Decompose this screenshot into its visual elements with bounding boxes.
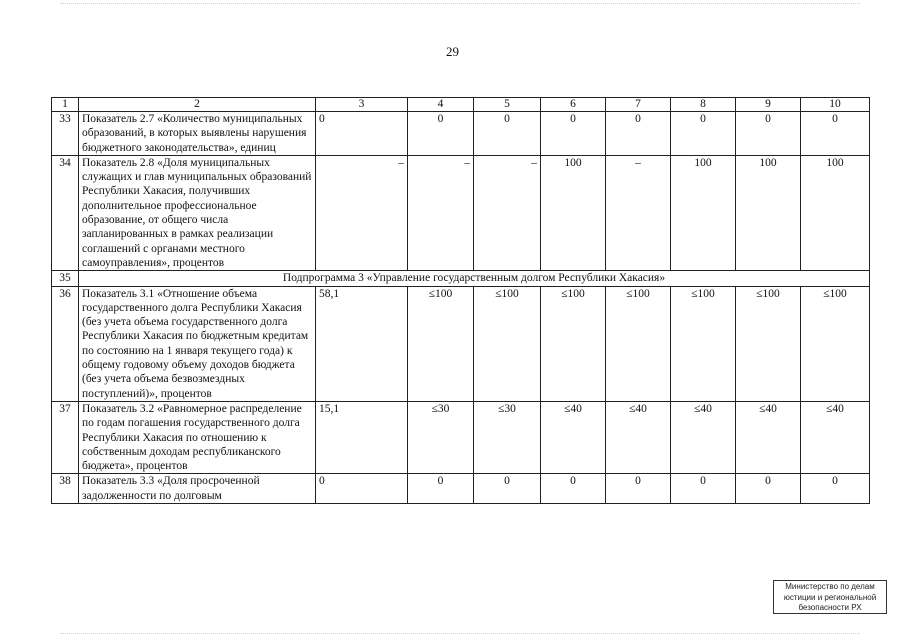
scan-artifact-top xyxy=(60,3,860,5)
indicator-text: Показатель 3.3 «Доля просроченной задолженности по долговым xyxy=(79,474,316,504)
value-cell: 0 xyxy=(801,112,870,156)
value-cell: ≤40 xyxy=(671,401,736,473)
indicator-text: Показатель 2.8 «Доля муниципальных служащих и глав муниципальных образований Республики Хакасия, получивших дополнительное профессиональное образование, от общего числа запланированных в рамках реализации соглашений с органами местного самоуправления», процентов xyxy=(79,155,316,270)
header-row xyxy=(52,98,870,112)
scan-artifact-bottom xyxy=(60,633,860,635)
column-header: 4 xyxy=(408,98,474,112)
value-cell: ≤40 xyxy=(606,401,671,473)
row-number: 36 xyxy=(52,286,79,401)
value-cell: 0 xyxy=(671,474,736,504)
value-cell: 100 xyxy=(736,155,801,270)
ministry-stamp xyxy=(773,580,887,614)
value-cell: – xyxy=(606,155,671,270)
value-cell: ≤100 xyxy=(671,286,736,401)
value-cell: 0 xyxy=(541,474,606,504)
value-cell: 0 xyxy=(671,112,736,156)
value-cell: 0 xyxy=(474,474,541,504)
value-cell: ≤100 xyxy=(801,286,870,401)
value-cell: 100 xyxy=(541,155,606,270)
value-cell: ≤100 xyxy=(736,286,801,401)
value-cell: ≤30 xyxy=(408,401,474,473)
value-cell: 100 xyxy=(801,155,870,270)
value-cell: 100 xyxy=(671,155,736,270)
stamp-line: безопасности РХ xyxy=(798,603,862,612)
table-row xyxy=(52,286,870,401)
row-number: 38 xyxy=(52,474,79,504)
value-cell: 58,1 xyxy=(316,286,408,401)
value-cell: 0 xyxy=(541,112,606,156)
value-cell: – xyxy=(316,155,408,270)
value-cell: 0 xyxy=(801,474,870,504)
value-cell: ≤100 xyxy=(606,286,671,401)
subprogram-title: Подпрограмма 3 «Управление государственным долгом Республики Хакасия» xyxy=(79,271,870,286)
column-header: 3 xyxy=(316,98,408,112)
column-header: 7 xyxy=(606,98,671,112)
value-cell: 15,1 xyxy=(316,401,408,473)
value-cell: 0 xyxy=(736,474,801,504)
column-header: 6 xyxy=(541,98,606,112)
row-number: 35 xyxy=(52,271,79,286)
value-cell: ≤40 xyxy=(736,401,801,473)
value-cell: 0 xyxy=(606,112,671,156)
table-row xyxy=(52,401,870,473)
value-cell: 0 xyxy=(736,112,801,156)
row-number: 37 xyxy=(52,401,79,473)
column-header: 8 xyxy=(671,98,736,112)
value-cell: 0 xyxy=(408,112,474,156)
indicator-text: Показатель 3.2 «Равномерное распределение по годам погашения государственного долга Республики Хакасия по отношению к собственным доходам республиканского бюджета», процентов xyxy=(79,401,316,473)
value-cell: – xyxy=(474,155,541,270)
indicators-table xyxy=(51,97,870,504)
value-cell: ≤40 xyxy=(541,401,606,473)
subprogram-row xyxy=(52,271,870,286)
table-row xyxy=(52,474,870,504)
value-cell: ≤100 xyxy=(474,286,541,401)
table-row xyxy=(52,155,870,270)
value-cell: 0 xyxy=(606,474,671,504)
value-cell: ≤100 xyxy=(408,286,474,401)
value-cell: ≤40 xyxy=(801,401,870,473)
row-number: 33 xyxy=(52,112,79,156)
value-cell: ≤30 xyxy=(474,401,541,473)
value-cell: 0 xyxy=(408,474,474,504)
column-header: 10 xyxy=(801,98,870,112)
indicator-text: Показатель 3.1 «Отношение объема государственного долга Республики Хакасия (без учета объема государственного долга Республики Хакасия по бюджетным кредитам по состоянию на 1 января текущего года) к общему годовому объему доходов бюджета (без учета объема безвозмездных поступлений)», процентов xyxy=(79,286,316,401)
value-cell: 0 xyxy=(316,112,408,156)
column-header: 1 xyxy=(52,98,79,112)
stamp-line: юстиции и региональной xyxy=(783,592,877,602)
table-row xyxy=(52,112,870,156)
value-cell: ≤100 xyxy=(541,286,606,401)
column-header: 2 xyxy=(79,98,316,112)
value-cell: 0 xyxy=(316,474,408,504)
page-number: 29 xyxy=(446,44,459,59)
stamp-line: Министерство по делам xyxy=(785,582,875,591)
value-cell: 0 xyxy=(474,112,541,156)
column-header: 5 xyxy=(474,98,541,112)
value-cell: – xyxy=(408,155,474,270)
indicator-text: Показатель 2.7 «Количество муниципальных образований, в которых выявлены нарушения бюджетного законодательства», единиц xyxy=(79,112,316,156)
row-number: 34 xyxy=(52,155,79,270)
column-header: 9 xyxy=(736,98,801,112)
